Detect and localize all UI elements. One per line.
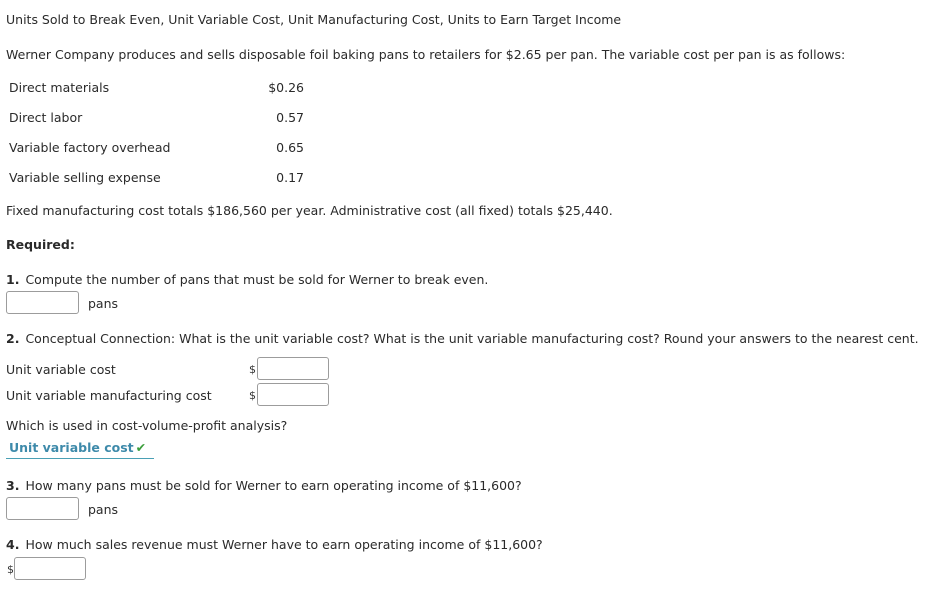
- currency-symbol: $: [249, 363, 256, 376]
- unit-variable-cost-label: Unit variable cost: [6, 362, 116, 377]
- break-even-pans-input[interactable]: [6, 291, 79, 314]
- cost-label-variable-factory-overhead: Variable factory overhead: [9, 140, 171, 155]
- sales-revenue-input[interactable]: [14, 557, 86, 580]
- pans-unit-label: pans: [88, 502, 119, 517]
- question-3: [6, 478, 522, 493]
- question-4-number: 4.: [6, 537, 20, 552]
- target-income-pans-input[interactable]: [6, 497, 79, 520]
- question-2-text: Conceptual Connection: What is the unit variable cost? What is the unit variable manufacturing cost? Round your answers to the nearest cent.: [25, 331, 919, 346]
- question-3-number: 3.: [6, 478, 20, 493]
- question-2: [6, 331, 919, 346]
- question-1-text: Compute the number of pans that must be sold for Werner to break even.: [25, 272, 489, 287]
- pans-unit-label: pans: [88, 296, 119, 311]
- cvp-question-text: Which is used in cost-volume-profit analysis?: [6, 418, 288, 433]
- question-2-number: 2.: [6, 331, 20, 346]
- cost-value-direct-materials: $0.26: [268, 80, 304, 95]
- cvp-answer-dropdown[interactable]: [6, 440, 154, 459]
- required-heading: Required:: [6, 237, 75, 252]
- question-1-number: 1.: [6, 272, 20, 287]
- page-title: Units Sold to Break Even, Unit Variable Cost, Unit Manufacturing Cost, Units to Earn Target Income: [6, 12, 622, 27]
- question-4: [6, 537, 543, 552]
- cost-value-direct-labor: 0.57: [276, 110, 304, 125]
- cost-label-variable-selling-expense: Variable selling expense: [9, 170, 161, 185]
- cost-value-variable-selling-expense: 0.17: [276, 170, 304, 185]
- currency-symbol: $: [7, 563, 14, 576]
- question-4-text: How much sales revenue must Werner have to earn operating income of $11,600?: [25, 537, 543, 552]
- fixed-cost-text: Fixed manufacturing cost totals $186,560 per year. Administrative cost (all fixed) totals $25,440.: [6, 203, 613, 218]
- unit-variable-manufacturing-cost-label: Unit variable manufacturing cost: [6, 388, 212, 403]
- cost-label-direct-labor: Direct labor: [9, 110, 83, 125]
- unit-variable-cost-input[interactable]: [257, 357, 329, 380]
- currency-symbol: $: [249, 389, 256, 402]
- cost-label-direct-materials: Direct materials: [9, 80, 110, 95]
- question-1: [6, 272, 488, 287]
- checkmark-icon: ✔: [135, 440, 147, 455]
- cost-value-variable-factory-overhead: 0.65: [276, 140, 304, 155]
- cvp-answer-value: Unit variable cost: [9, 440, 134, 455]
- question-3-text: How many pans must be sold for Werner to earn operating income of $11,600?: [25, 478, 522, 493]
- unit-variable-manufacturing-cost-input[interactable]: [257, 383, 329, 406]
- problem-intro: Werner Company produces and sells disposable foil baking pans to retailers for $2.65 per pan. The variable cost per pan is as follows:: [6, 47, 846, 62]
